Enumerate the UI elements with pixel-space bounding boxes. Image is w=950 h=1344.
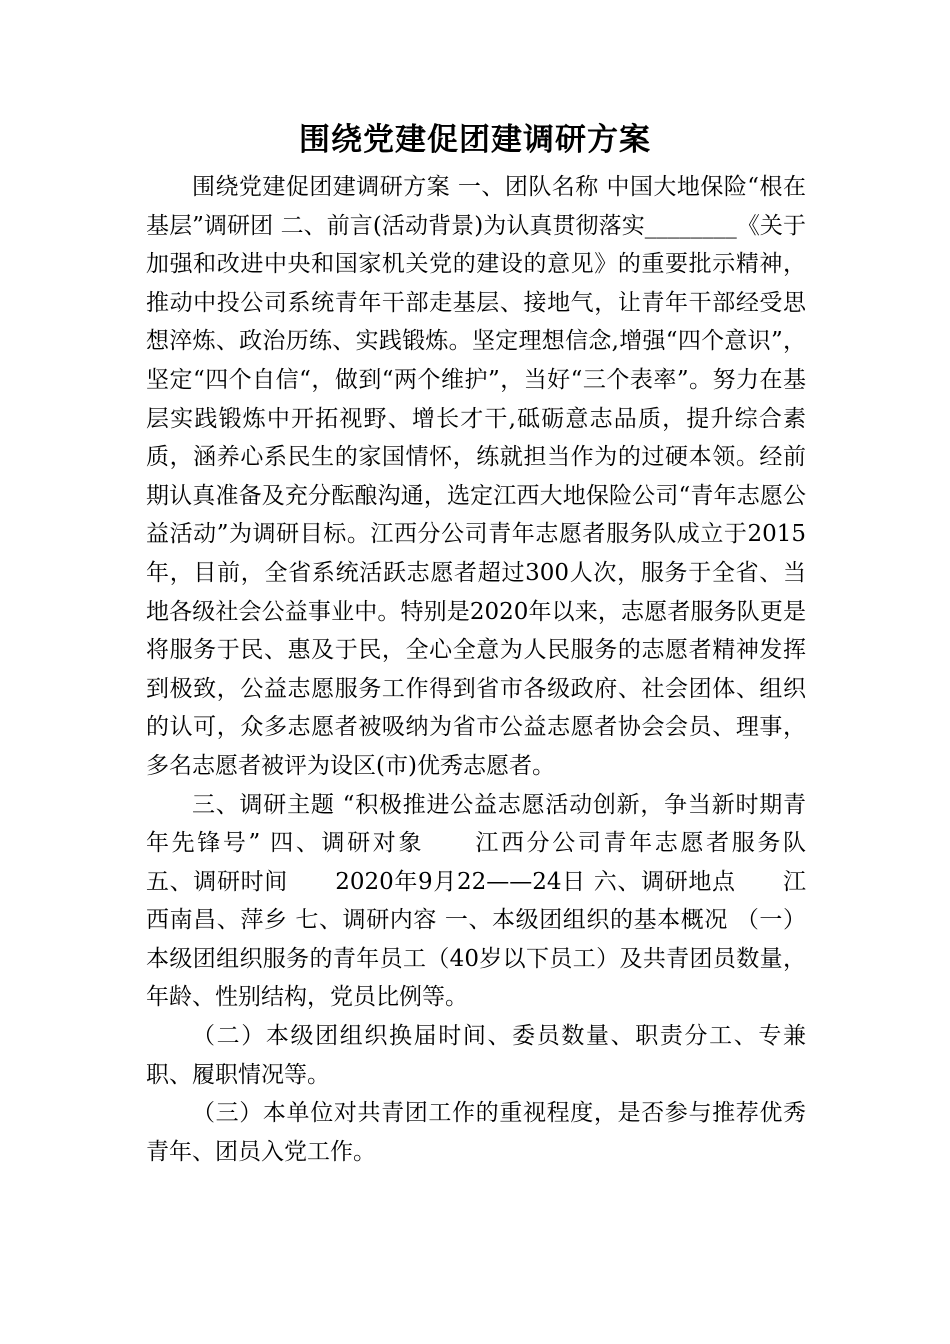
paragraph: 三、调研主题 “积极推进公益志愿活动创新，争当新时期青年先锋号” 四、调研对象 江西分公司青年志愿者服务队 五、调研时间 2020年9月22——24日 六、调研地点 江西南昌、萍乡 七、调研内容 一、本级团组织的基本概况 （一）本级团组织服务的青年员工（40岁以下员工）及共青团员数量，年龄、性别结构，党员比例等。 bbox=[146, 791, 829, 1011]
document-body bbox=[146, 168, 829, 1171]
paragraph: （三）本单位对共青团工作的重视程度，是否参与推荐优秀青年、团员入党工作。 bbox=[146, 1100, 806, 1165]
paragraph: 围绕党建促团建调研方案 一、团队名称 中国大地保险“根在基层”调研团 二、前言(活动背景)为认真贯彻落实________《关于加强和改进中央和国家机关党的建设的意见》的重要批示精神，推动中投公司系统青年干部走基层、接地气，让青年干部经受思想淬炼、政治历练、实践锻炼。坚定理想信念,增强“四个意识”，坚定“四个自信“，做到“两个维护”，当好“三个表率”。努力在基层实践锻炼中开拓视野、增长才干,砥砺意志品质，提升综合素质，涵养心系民生的家国情怀，练就担当作为的过硬本领。经前期认真准备及充分酝酿沟通，选定江西大地保险公司“青年志愿公益活动”为调研目标。江西分公司青年志愿者服务队成立于2015年，目前，全省系统活跃志愿者超过300人次，服务于全省、当地各级社会公益事业中。特别是2020年以来，志愿者服务队更是将服务于民、惠及于民，全心全意为人民服务的志愿者精神发挥到极致，公益志愿服务工作得到省市各级政府、社会团体、组织的认可，众多志愿者被吸纳为省市公益志愿者协会会员、理事，多名志愿者被评为设区(市)优秀志愿者。 bbox=[146, 174, 806, 779]
paragraph: （二）本级团组织换届时间、委员数量、职责分工、专兼职、履职情况等。 bbox=[146, 1023, 806, 1088]
document-title: 围绕党建促团建调研方案 bbox=[299, 122, 651, 158]
